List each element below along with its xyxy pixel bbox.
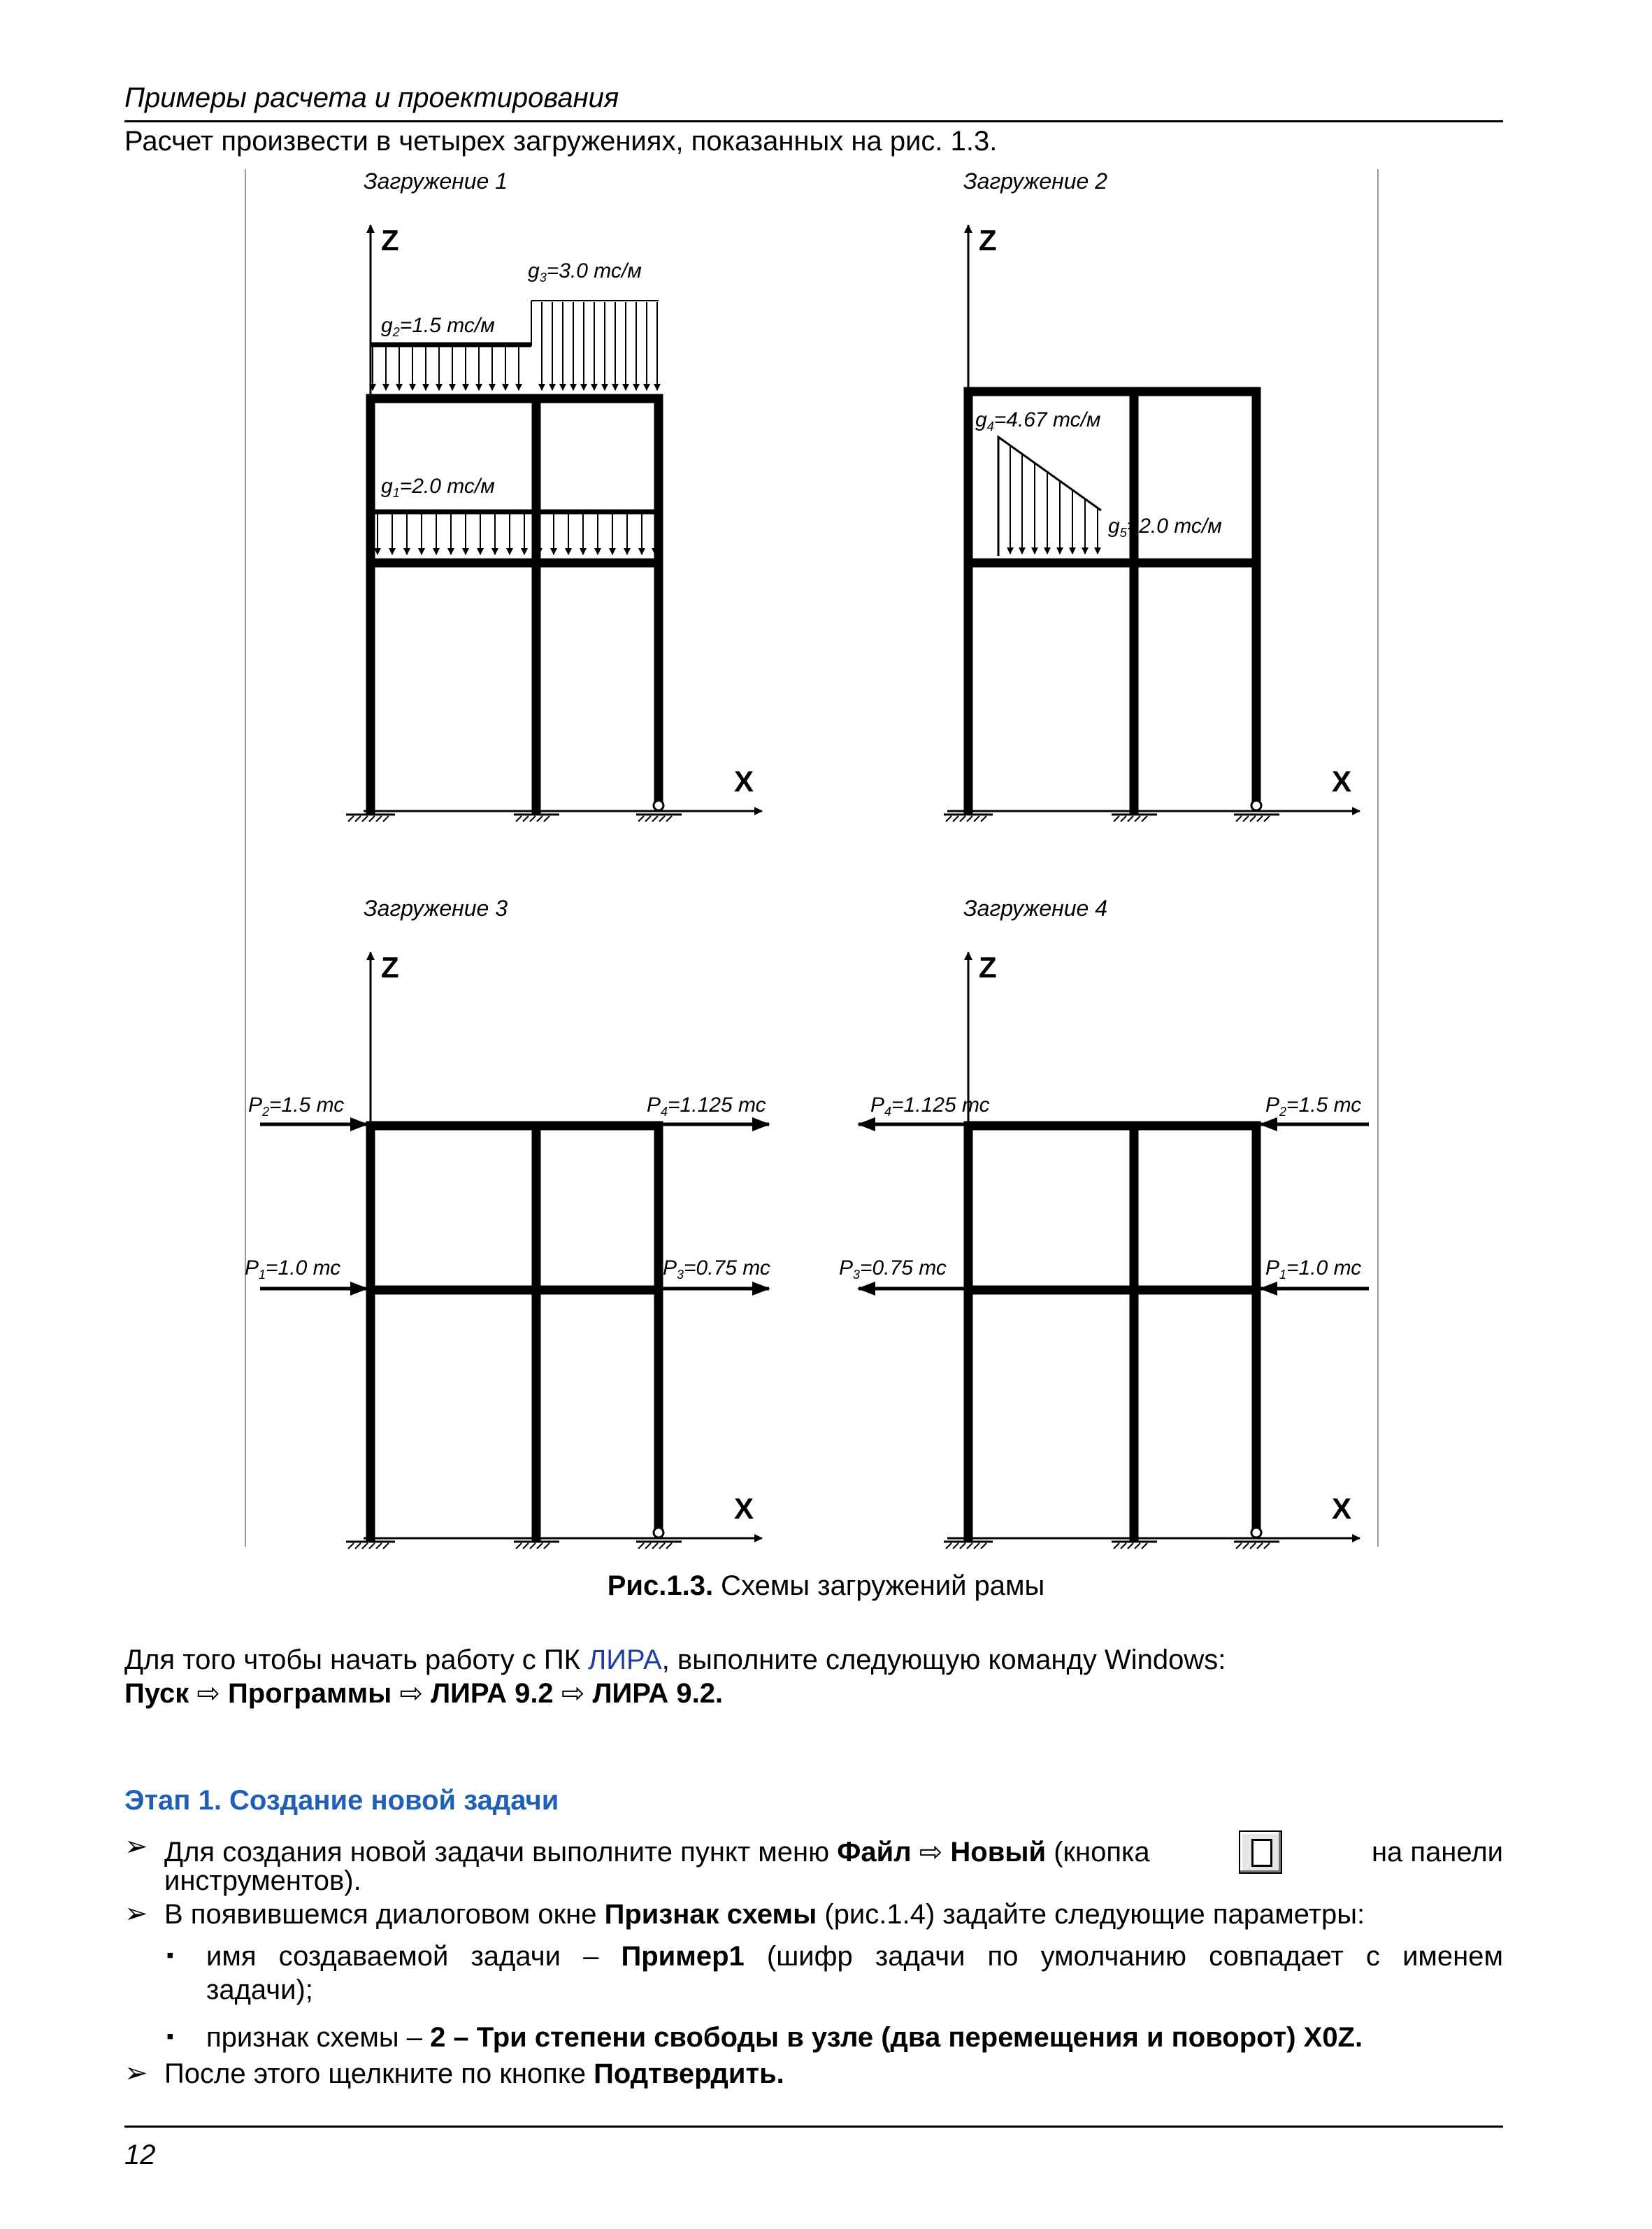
square-bullet: ▪ <box>166 1944 174 1967</box>
lira-link: ЛИРА <box>588 1644 662 1675</box>
bullet-marker: ➢ <box>124 2058 148 2088</box>
running-header: Примеры расчета и проектирования <box>124 83 619 113</box>
z-axis-label-3: Z <box>381 951 399 984</box>
intro-text: Расчет произвести в четырех загружениях, показанных на рис. 1.3. <box>124 126 998 157</box>
panel4-title: Загружение 4 <box>963 896 1108 921</box>
new-file-button-icon <box>1239 1830 1282 1874</box>
panel-load-case-3 <box>245 896 770 1549</box>
arrow-icon: ⇨ <box>919 1837 943 1868</box>
square-bullet: ▪ <box>166 2025 174 2048</box>
z-axis-label-2: Z <box>979 224 997 257</box>
g2-label-1: $g_2=1.5$ тс/м <box>381 314 495 339</box>
panel-load-case-2 <box>944 169 1360 822</box>
arrow-icon: ⇨ <box>561 1678 585 1709</box>
bullet-1-line-2: инструментов). <box>164 1865 361 1896</box>
panel-load-case-1 <box>346 169 762 822</box>
panel2-title: Загружение 2 <box>963 169 1108 194</box>
p3-label-4: $P_3=0.75$ тс <box>839 1256 947 1282</box>
sub-bullet-1-line-2: задачи); <box>206 1974 313 2005</box>
g5-label-2: $g_5=2.0$ тс/м <box>1108 515 1222 540</box>
bullet-marker: ➢ <box>124 1898 148 1929</box>
bullet-2: В появившемся диалоговом окне Признак схемы (рис.1.4) задайте следующие параметры: <box>164 1899 1365 1930</box>
g4-label-2: $g_4=4.67$ тс/м <box>975 408 1101 433</box>
panel-load-case-4 <box>839 896 1369 1549</box>
x-axis-label-1: X <box>734 765 754 798</box>
z-axis-label-4: Z <box>979 951 997 984</box>
arrow-icon: ⇨ <box>196 1678 220 1709</box>
bullet-1-line-1: Для создания новой задачи выполните пункт меню Файл ⇨ Новый (кнопка на панели <box>164 1830 1503 1874</box>
p2-label-3: $P_2=1.5$ тс <box>248 1094 345 1119</box>
start-instruction: Для того чтобы начать работу с ПК ЛИРА, выполните следующую команду Windows: <box>124 1644 1226 1675</box>
x-axis-label-3: X <box>734 1492 754 1525</box>
sub-bullet-1-line-1: имя создаваемой задачи – Пример1 (шифр задачи по умолчанию совпадает с именем <box>206 1941 1503 1972</box>
p4-label-4: $P_4=1.125$ тс <box>870 1094 990 1119</box>
start-command-path: Пуск ⇨ Программы ⇨ ЛИРА 9.2 ⇨ ЛИРА 9.2. <box>124 1678 724 1709</box>
z-axis-label-1: Z <box>381 224 399 257</box>
x-axis-label-2: X <box>1332 765 1352 798</box>
p4-label-3: $P_4=1.125$ тс <box>647 1094 766 1119</box>
page-number: 12 <box>124 2140 156 2170</box>
p1-label-3: $P_1=1.0$ тс <box>245 1256 341 1282</box>
x-axis-label-4: X <box>1332 1492 1352 1525</box>
panel1-title: Загружение 1 <box>364 169 508 194</box>
panel3-title: Загружение 3 <box>364 896 508 921</box>
p2-label-4: $P_2=1.5$ тс <box>1265 1094 1362 1119</box>
g1-label-1: $g_1=2.0$ тс/м <box>381 475 495 500</box>
sub-bullet-2: признак схемы – 2 – Три степени свободы в узле (два перемещения и поворот) X0Z. <box>206 2022 1363 2053</box>
arrow-icon: ⇨ <box>399 1678 423 1709</box>
footer-rule <box>124 2126 1503 2128</box>
p1-label-4: $P_1=1.0$ тс <box>1265 1256 1362 1282</box>
bullet-marker: ➢ <box>124 1831 148 1862</box>
bullet-3: После этого щелкните по кнопке Подтвердить. <box>164 2058 784 2089</box>
figure-caption: Рис.1.3. Схемы загружений рамы <box>607 1570 1045 1601</box>
p3-label-3: $P_3=0.75$ тс <box>663 1256 770 1282</box>
g3-label-1: $g_3=3.0$ тс/м <box>528 259 642 285</box>
stage-heading: Этап 1. Создание новой задачи <box>124 1785 559 1816</box>
